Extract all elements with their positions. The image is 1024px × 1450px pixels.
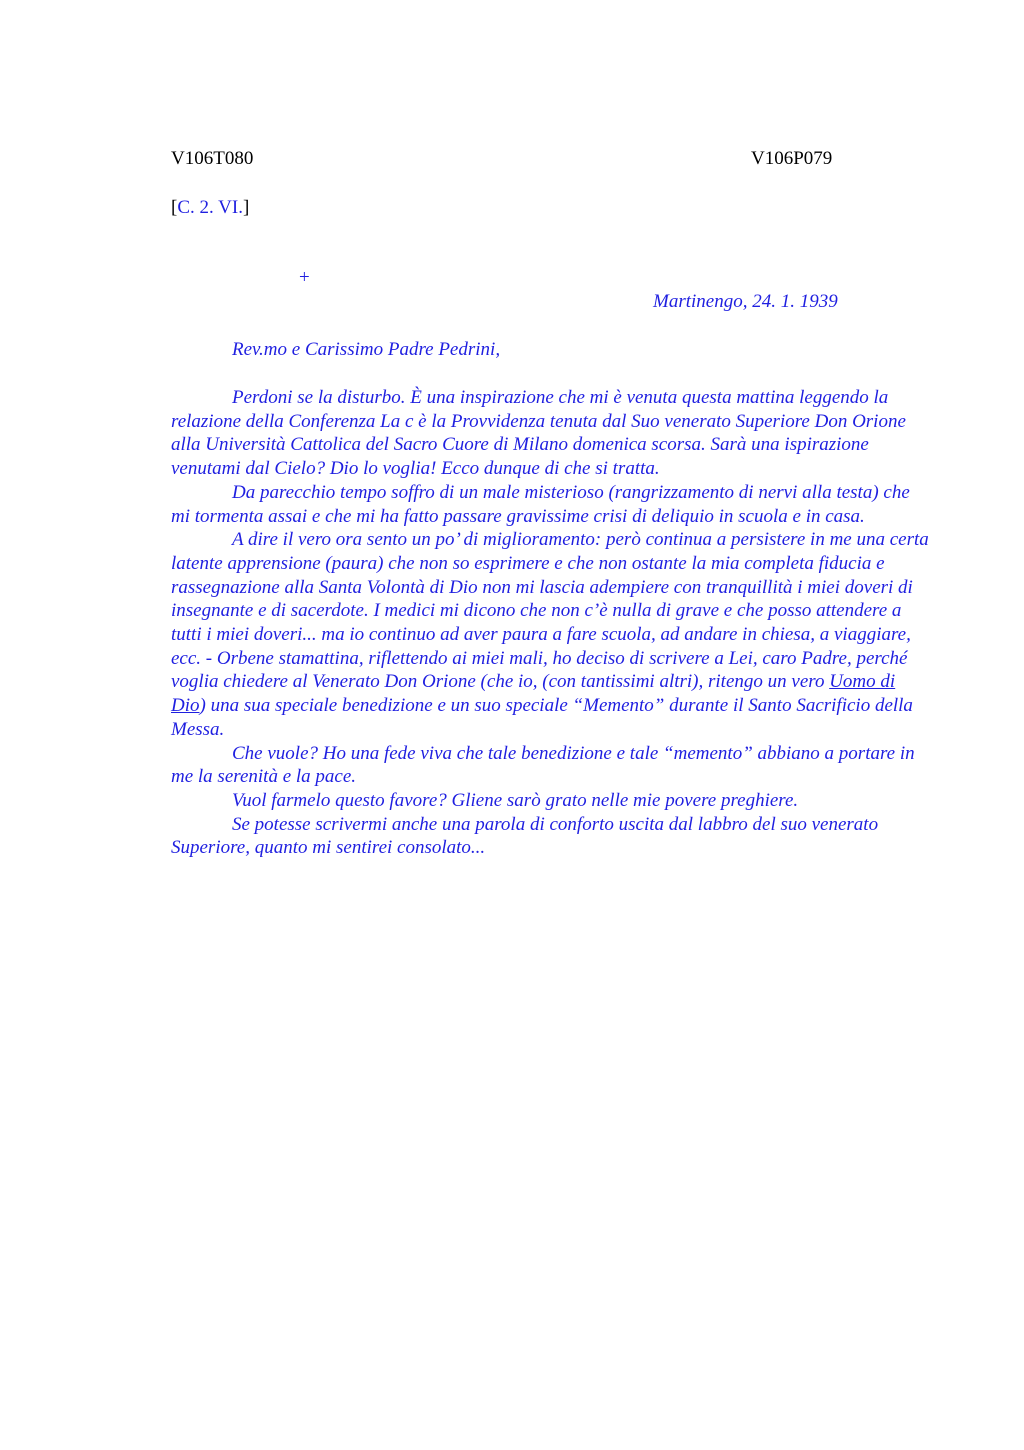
bracket-open: [ bbox=[171, 197, 178, 218]
bracket-close: ] bbox=[242, 197, 250, 218]
paragraph-2: Da parecchio tempo soffro di un male misterioso (rangrizzamento di nervi alla testa) che mi tormenta assai e che mi ha fatto passare gravissime crisi di deliquio in scuola e in casa. bbox=[171, 481, 910, 527]
letter-body bbox=[171, 386, 931, 860]
paragraph-6: Se potesse scrivermi anche una parola di conforto uscita dal labbro del suo venerato Superiore, quanto mi sentirei consolato... bbox=[171, 813, 879, 859]
underlined-phrase: Uomo di Dio bbox=[171, 671, 896, 717]
paragraph-3 bbox=[171, 528, 931, 741]
place-date: Martinengo, 24. 1. 1939 bbox=[653, 291, 838, 312]
document-code-left: V106T080 bbox=[171, 148, 254, 169]
archive-reference bbox=[171, 197, 249, 219]
paragraph-1: Perdoni se la disturbo. È una inspirazione che mi è venuta questa mattina leggendo la relazione della Conferenza La c è la Provvidenza tenuta dal Suo venerato Superiore Don Orione alla Università Cattolica del Sacro Cuore di Milano domenica scorsa. Sarà una ispirazione venutami dal Cielo? Dio lo voglia! Ecco dunque di che si tratta. bbox=[171, 387, 906, 480]
document-code-right: V106P079 bbox=[751, 148, 833, 169]
archive-reference-text: C. 2. VI. bbox=[177, 197, 243, 218]
cross-symbol: + bbox=[299, 267, 310, 288]
paragraph-3-text-a: A dire il vero ora sento un po’ di miglioramento: però continua a persistere in me una certa latente apprensione (paura) che non so esprimere e che non ostante la mia completa fiducia e rassegnazione alla Santa Volontà di Dio non mi lascia adempiere con tranquillità i miei doveri di insegnante e di sacerdote. I medici mi dicono che non c’è nulla di grave e che posso attendere a tutti i miei doveri... ma io continuo ad aver paura a fare scuola, ad andare in chiesa, a viaggiare, ecc. - Orbene stamattina, riflettendo ai miei mali, ho deciso di scrivere a Lei, caro Padre, perché voglia chiedere al Venerato Don Orione (che io, (con tantissimi altri), ritengo un vero bbox=[171, 529, 929, 693]
paragraph-5: Vuol farmelo questo favore? Gliene sarò grato nelle mie povere preghiere. bbox=[232, 789, 799, 811]
paragraph-4: Che vuole? Ho una fede viva che tale benedizione e tale “memento” abbiano a portare in me la serenità e la pace. bbox=[171, 742, 915, 788]
salutation: Rev.mo e Carissimo Padre Pedrini, bbox=[232, 339, 501, 360]
paragraph-3-text-b: ) una sua speciale benedizione e un suo speciale “Memento” durante il Santo Sacrificio della Messa. bbox=[171, 695, 913, 740]
